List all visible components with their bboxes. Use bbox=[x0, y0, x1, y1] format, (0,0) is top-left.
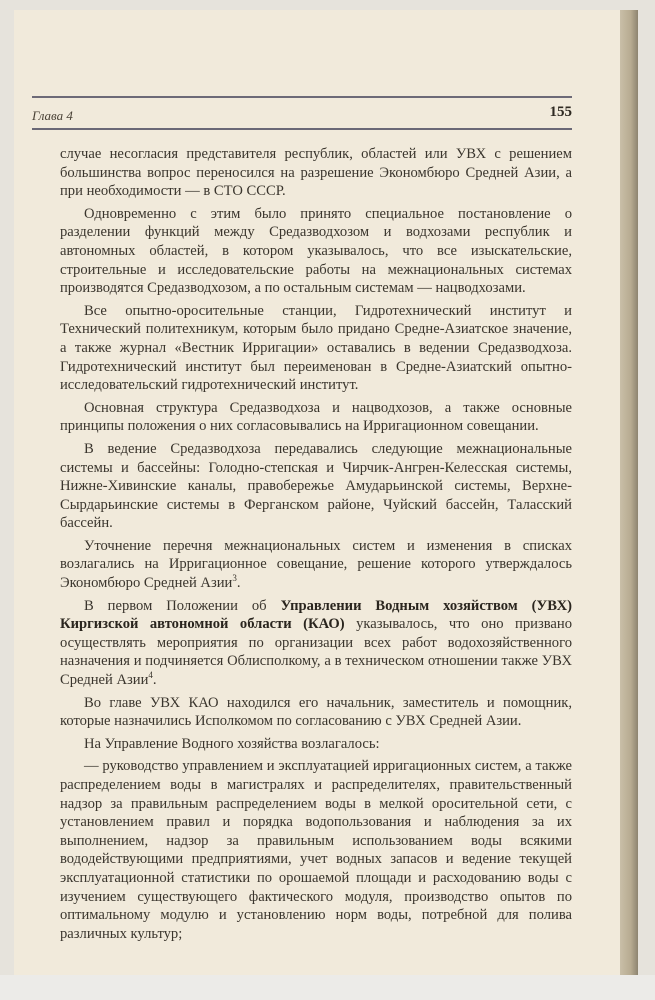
bold-term: Управлении Водным хозяйством (УВХ) Киргизской автономной области (КАО) bbox=[60, 597, 573, 633]
header-rule-top bbox=[32, 96, 572, 98]
chapter-label: Глава 4 bbox=[32, 108, 73, 123]
page-body bbox=[60, 145, 572, 947]
paragraph-text: В первом Положении об bbox=[84, 597, 281, 614]
paragraph: — руководство управлением и эксплуатацией ирригационных систем, а также распределением воды в магистралях и распределителях, правительственный надзор за правильным распределением воды в мелкой оросительной сети, с установлением правил и порядка водопользования и наблюдения за их выполнением, надзор за правильным использованием воды всякими вододействующими предприятиями, учет водных запасов и ведение текущей эксплуатационной статистики по орошаемой площади и расходованию воды с изучением существующего фактического модуля, производство опытов по оптимальному модулю и установлению норм воды, потребной для полива различных культур; bbox=[60, 758, 572, 942]
paragraph: На Управление Водного хозяйства возлагалось: bbox=[84, 735, 380, 752]
paragraph-text: указывалось, что оно призвано осуществлять мероприятия по организации всех работ водохозяйственного назначения и подчиняется Облисполкому, а в техническом отношении также УВХ Средней Азии bbox=[60, 616, 573, 689]
paragraph: В ведение Средазводхоза передавались следующие межнациональные системы и бассейны: Голодно-степская и Чирчик-Ангрен-Келесская системы, Нижне-Хивинские каналы, правобережье Амударьинской системы, Верхне-Сырдарьинские системы в Ферганском районе, Чуйский бассейн, Таласский бассейн. bbox=[60, 440, 572, 532]
paragraph: В первом Положении об Управлении Водным хозяйством (УВХ) Киргизской автономной области (КАО) указывалось, что оно призвано осуществлять мероприятия по организации всех работ водохозяйственного назначения и подчиняется Облисполкому, а в техническом отношении также УВХ Средней Азии$^4$. bbox=[60, 597, 573, 689]
paragraph: случае несогласия представителя республик, областей или УВХ с решением большинства вопрос переносился на разрешение Экономбюро Средней Азии, а при необходимости — в СТО СССР. bbox=[60, 146, 572, 200]
paragraph: Все опытно-оросительные станции, Гидротехнический институт и Технический политехникум, которым было придано Средне-Азиатское значение, а также журнал «Вестник Ирригации» оставались в ведении Средазводхоза. Гидротехнический институт был переименован в Средне-Азиатский опытно-исследовательский гидротехнический институт. bbox=[60, 302, 572, 394]
paragraph: Уточнение перечня межнациональных систем и изменения в списках возлагались на Ирригационное совещание, решение которого утверждалось Экономбюро Средней Азии$^3$. bbox=[60, 537, 572, 592]
paragraph: Основная структура Средазводхоза и нацводхозов, а также основные принципы положения о них согласовывались на Ирригационном совещании. bbox=[60, 399, 572, 435]
paragraph: Во главе УВХ КАО находился его начальник, заместитель и помощник, которые назначились Исполкомом по согласованию с УВХ Средней Азии. bbox=[60, 694, 572, 730]
paragraph: Одновременно с этим было принято специальное постановление о разделении функций между Средазводхозом и водхозами республик и автономных областей, в котором указывалось, что все изыскательские, строительные и исследовательские работы на межнациональных системах производятся Средазводхозом, а по остальным системам — нацводхозами. bbox=[60, 205, 572, 297]
page-number: 155 bbox=[549, 104, 572, 120]
book-spine bbox=[620, 10, 638, 975]
header-rule-bottom bbox=[32, 128, 572, 130]
paragraph-text: Уточнение перечня межнациональных систем и изменения в списках возлагались на Ирригационное совещание, решение которого утверждалось Экономбюро Средней Азии bbox=[60, 537, 572, 592]
footnote-ref: 4 bbox=[148, 670, 153, 681]
scan-margin bbox=[0, 975, 655, 1000]
running-header bbox=[32, 94, 572, 134]
footnote-ref: 3 bbox=[232, 573, 237, 584]
